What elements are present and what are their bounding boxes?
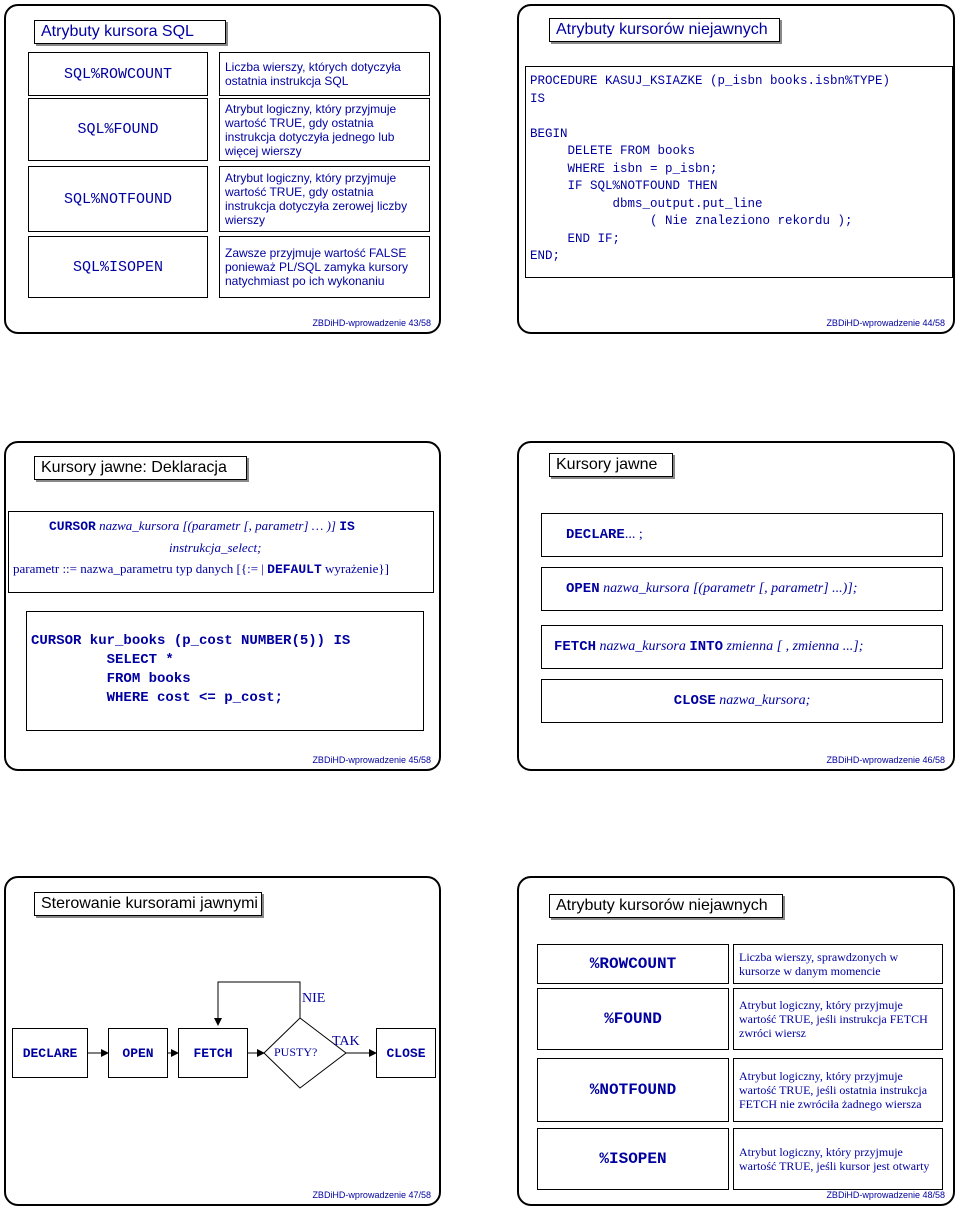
fetch-text: nazwa_kursora [599,639,686,654]
slide-footer: ZBDiHD-wprowadzenie 47/58 [312,1190,431,1200]
declare-box [541,513,943,557]
syntax-text: instrukcja_select; [169,540,262,555]
declare-line [566,527,643,543]
close-text: nazwa_kursora; [719,693,811,708]
keyword: DEFAULT [267,562,322,577]
code-panel [26,611,424,731]
slide-45 [4,441,441,771]
attr-desc-text: Atrybut logiczny, który przyjmuje wartość TRUE, gdy ostatnia instrukcja dotyczyła zerowej liczby wierszy [225,171,408,227]
slide-footer: ZBDiHD-wprowadzenie 45/58 [312,755,431,765]
attr-desc [733,1058,943,1122]
open-text: nazwa_kursora [(parametr [, parametr] ...)]; [603,581,858,596]
loop-arrow [218,982,300,1025]
fetch-text: zmienna [ , zmienna ...]; [726,639,864,654]
attr-term [28,236,208,298]
slide-title: Atrybuty kursorów niejawnych [549,894,783,918]
code-panel [525,66,953,278]
keyword: INTO [689,639,723,655]
fetch-box [541,625,943,669]
attr-term [537,1058,729,1122]
slide-47 [4,876,441,1206]
flow-step-open: OPEN [108,1028,168,1078]
attr-desc [733,988,943,1050]
syntax-line [169,540,261,556]
attr-desc-text: Atrybut logiczny, który przyjmuje wartość TRUE, gdy ostatnia instrukcja dotyczyła jednego lub więcej wierszy [225,101,397,158]
attr-desc-text: Atrybut logiczny, który przyjmuje wartość TRUE, jeśli ostatnia instrukcja FETCH nie zwróciła żadnego wiersza [739,1069,928,1111]
attr-desc [733,944,943,984]
slide-footer: ZBDiHD-wprowadzenie 46/58 [826,755,945,765]
attr-term [537,944,729,984]
attr-term-text: %ROWCOUNT [589,955,677,973]
attr-term-text: SQL%FOUND [77,121,159,138]
attr-desc-text: Atrybut logiczny, który przyjmuje wartość TRUE, jeśli kursor jest otwarty [739,1145,930,1173]
yes-label: TAK [332,1034,360,1049]
attr-term [28,52,208,96]
attr-term-text: %NOTFOUND [589,1081,677,1099]
syntax-text: parametr ::= nazwa_parametru typ danych [{:= | [13,561,264,576]
flow-step-close: CLOSE [376,1028,436,1078]
slide-43 [4,4,441,334]
open-line [566,581,857,597]
attr-desc [219,52,430,96]
attr-term-text: SQL%ISOPEN [72,258,163,276]
syntax-line [49,518,355,534]
flow-step-declare: DECLARE [12,1028,88,1078]
attr-term [28,166,208,232]
attr-term [537,1128,729,1190]
syntax-text: wyrażenie}] [325,561,389,576]
slide-title: Kursory jawne [549,453,673,477]
code-block: PROCEDURE KASUJ_KSIAZKE (p_isbn books.isbn%TYPE) IS BEGIN DELETE FROM books WHERE isbn = p_isbn; IF SQL%NOTFOUND THEN dbms_output.put_line ( Nie znaleziono rekordu ); END IF; END; [530,74,891,263]
keyword: OPEN [566,581,600,597]
slide-title: Kursory jawne: Deklaracja [34,456,247,480]
keyword: FETCH [554,639,597,655]
attr-term-text: %FOUND [604,1010,662,1028]
attr-desc-text: Zawsze przyjmuje wartość FALSE ponieważ PL/SQL zamyka kursory natychmiast po ich wykonaniu [225,246,408,288]
syntax-text: nazwa_kursora [(parametr [, parametr] … )] [99,518,336,533]
attr-term [28,98,208,161]
slide-title: Atrybuty kursora SQL [34,20,226,44]
attr-desc [733,1128,943,1190]
close-line [542,693,942,709]
keyword: IS [339,519,355,534]
slide-title: Atrybuty kursorów niejawnych [549,18,780,42]
attr-term-text: %ISOPEN [599,1150,667,1168]
attr-desc-text: Liczba wierszy, których dotyczyła ostatnia instrukcja SQL [225,60,401,88]
attr-desc [219,98,430,161]
keyword: CURSOR [49,519,96,534]
close-box [541,679,943,723]
attr-term-text: SQL%NOTFOUND [63,190,173,208]
syntax-panel [8,511,434,593]
keyword: DECLARE [566,527,625,543]
attr-desc-text: Atrybut logiczny, który przyjmuje wartość TRUE, jeśli instrukcja FETCH zwróci wiersz [739,998,928,1040]
decision-label: PUSTY? [274,1045,318,1059]
attr-desc [219,236,430,298]
slide-46 [517,441,955,771]
slide-footer: ZBDiHD-wprowadzenie 43/58 [312,318,431,328]
slide-48 [517,876,955,1206]
code-block: CURSOR kur_books (p_cost NUMBER(5)) IS SELECT * FROM books WHERE cost <= p_cost; [31,633,351,706]
attr-desc-text: Liczba wierszy, sprawdzonych w kursorze w danym momencie [739,950,899,978]
slide-footer: ZBDiHD-wprowadzenie 48/58 [826,1190,945,1200]
keyword: CLOSE [673,693,716,709]
open-box [541,567,943,611]
attr-term [537,988,729,1050]
no-label: NIE [302,991,326,1006]
slide-title: Sterowanie kursorami jawnymi [34,892,262,916]
fetch-line [554,639,863,655]
flow-step-fetch: FETCH [178,1028,248,1078]
slide-footer: ZBDiHD-wprowadzenie 44/58 [826,318,945,328]
attr-term-text: SQL%ROWCOUNT [63,65,173,83]
slide-44 [517,4,955,334]
syntax-line [13,561,389,577]
declare-text: ... ; [624,527,643,542]
attr-desc [219,166,430,232]
